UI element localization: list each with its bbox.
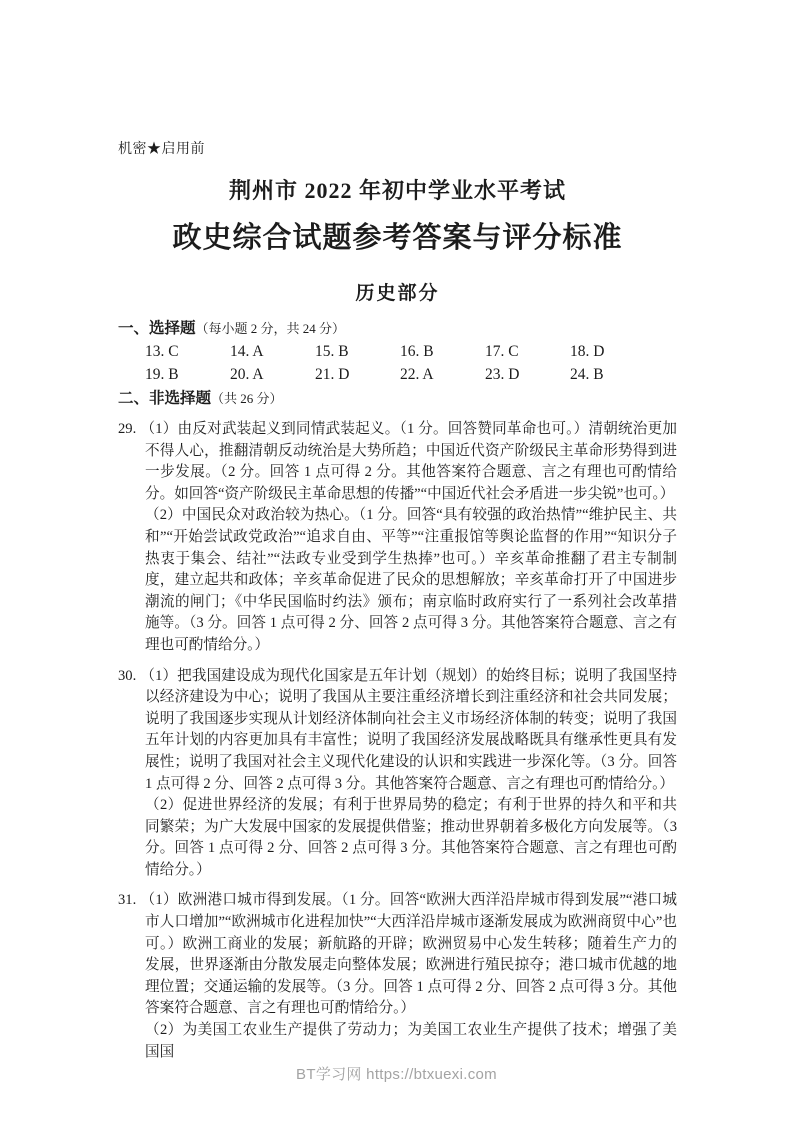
choice-section-heading	[118, 317, 677, 340]
question-29-part-2: （2）中国民众对政治较为热心。（1 分。回答“具有较强的政治热情”“维护民主、共和”“开始尝试政党政治”“追求自由、平等”“注重报馆等舆论监督的作用”“知识分子热衷于集会、结社”“法政专业受到学生热捧”也可。）辛亥革命推翻了君主专制制度，建立起共和政体；辛亥革命促进了民众的思想解放；辛亥革命打开了中国进步潮流的闸门；《中华民国临时约法》颁布；南京临时政府实行了一系列社会改革措施等。（3 分。回答 1 点可得 2 分、回答 2 点可得 3 分。其他答案符合题意、言之有理也可酌情给分。）	[145, 507, 677, 653]
question-29-part-1-text: （1）由反对武装起义到同情武装起义。（1 分。回答赞同革命也可。）清朝统治更加不得人心，推翻清朝反动统治是大势所趋；中国近代资产阶级民主革命形势得到进一步发展。（2 分。回答 1 点可得 2 分。其他答案符合题意、言之有理也可酌情给分。如回答“资产阶级民主革命思想的传播”“中国近代社会矛盾进一步尖锐”也可。）	[140, 421, 677, 502]
subjective-heading-note: （共 26 分）	[211, 391, 283, 406]
choice-answer-22: 22. A	[400, 366, 434, 383]
choice-answer-13: 13. C	[145, 343, 179, 360]
question-30	[118, 666, 677, 882]
watermark-text: BT学习网 https://btxuexi.com	[296, 1066, 497, 1083]
choice-answers-row-2	[145, 363, 677, 386]
question-29-number: 29.	[118, 421, 137, 437]
question-31-part-2: （2）为美国工农业生产提供了劳动力；为美国工农业生产提供了技术；增强了美国国	[145, 1022, 677, 1060]
choice-answer-18: 18. D	[570, 343, 605, 360]
choice-heading-label: 一、选择题	[118, 320, 196, 337]
classification-label: 机密★启用前	[118, 142, 205, 157]
question-30-part-2: （2）促进世界经济的发展；有利于世界局势的稳定；有利于世界的持久和平和共同繁荣；为广大发展中国家的发展提供借鉴；推动世界朝着多极化方向发展等。（3 分。回答 1 点可得 2 分、回答 2 点可得 3 分。其他答案符合题意、言之有理也可酌情给分。）	[145, 797, 677, 878]
choice-answer-24: 24. B	[570, 366, 604, 383]
choice-answers-row-1	[145, 340, 677, 363]
question-30-number: 30.	[118, 667, 137, 684]
question-30-part-1	[118, 666, 677, 796]
question-31-number: 31.	[118, 892, 137, 909]
subjective-section-heading	[118, 387, 677, 410]
question-29-part-1	[118, 419, 677, 505]
document-title: 政史综合试题参考答案与评分标准	[172, 222, 623, 254]
question-31-part-1-text: （1）欧洲港口城市得到发展。（1 分。回答“欧洲大西洋沿岸城市得到发展”“港口城市人口增加”“欧洲城市化进程加快”“大西洋沿岸城市逐渐发展成为欧洲商贸中心”也可。）欧洲工商业的发展；新航路的开辟；欧洲贸易中心发生转移；随着生产力的发展，世界逐渐由分散发展走向整体发展；欧洲进行殖民掠夺；港口城市优越的地理位置；交通运输的发展等。（3 分。回答 1 点可得 2 分、回答 2 点可得 3 分。其他答案符合题意、言之有理也可酌情给分。）	[140, 892, 677, 1017]
choice-answer-21: 21. D	[315, 366, 350, 383]
question-31-part-1	[118, 890, 677, 1020]
exam-title: 荆州市 2022 年初中学业水平考试	[228, 178, 566, 203]
section-title-history: 历史部分	[355, 283, 440, 304]
choice-answer-17: 17. C	[485, 343, 519, 360]
choice-answer-23: 23. D	[485, 366, 520, 383]
choice-heading-note: （每小题 2 分，共 24 分）	[195, 321, 346, 336]
choice-answer-20: 20. A	[230, 366, 264, 383]
choice-answer-19: 19. B	[145, 366, 179, 383]
question-29	[118, 419, 677, 657]
choice-answer-14: 14. A	[230, 343, 264, 360]
choice-answer-15: 15. B	[315, 343, 349, 360]
question-30-part-1-text: （1）把我国建设成为现代化国家是五年计划（规划）的始终目标；说明了我国坚持以经济建设为中心；说明了我国从主要注重经济增长到注重经济和社会共同发展；说明了我国逐步实现从计划经济体制向社会主义市场经济体制的转变；说明了我国五年计划的内容更加具有丰富性；说明了我国经济发展战略既具有继承性更具有发展性；说明了我国对社会主义现代化建设的认识和实践进一步深化等。（3 分。回答 1 点可得 2 分、回答 2 点可得 3 分。其他答案符合题意、言之有理也可酌情给分。）	[140, 667, 677, 792]
choice-answer-16: 16. B	[400, 343, 434, 360]
subjective-heading-label: 二、非选择题	[118, 390, 212, 407]
question-31	[118, 890, 677, 1063]
